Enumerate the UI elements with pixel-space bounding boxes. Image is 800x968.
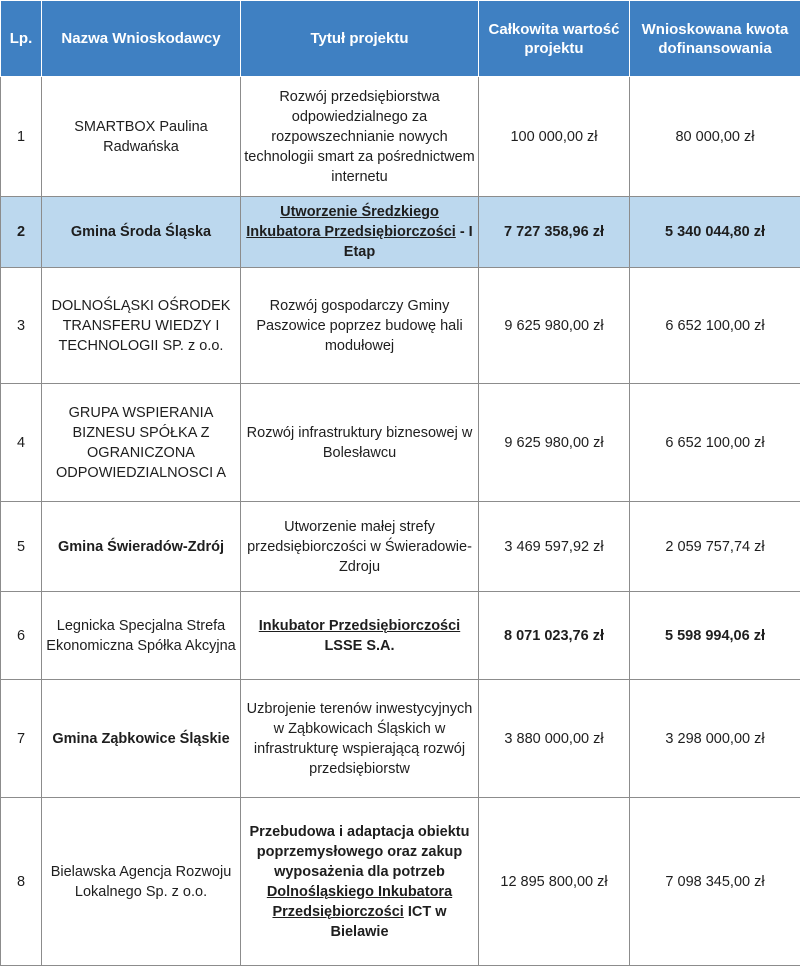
cell-lp: 7	[1, 680, 42, 798]
table-row	[1, 592, 800, 680]
cell-applicant: Gmina Środa Śląska	[42, 197, 241, 268]
cell-project-title	[241, 502, 479, 592]
header-requested-amount: Wnioskowana kwota dofinansowania	[630, 1, 800, 77]
cell-lp: 3	[1, 268, 42, 384]
header-total-value: Całkowita wartość projektu	[479, 1, 630, 77]
title-part-underlined: Utworzenie Średzkiego Inkubatora Przedsiębiorczości	[246, 204, 456, 240]
cell-requested-amount: 80 000,00 zł	[630, 77, 800, 197]
cell-total-value: 12 895 800,00 zł	[479, 798, 630, 966]
title-part: Uzbrojenie terenów inwestycyjnych w Ząbkowicach Śląskich w infrastrukturę wspierającą rozwój przedsiębiorstw	[246, 700, 473, 777]
header-lp: Lp.	[1, 1, 42, 77]
title-part: LSSE S.A.	[324, 637, 395, 654]
cell-applicant: GRUPA WSPIERANIA BIZNESU SPÓŁKA Z OGRANICZONA ODPOWIEDZIALNOSCI A	[42, 384, 241, 502]
cell-applicant: Gmina Świeradów-Zdrój	[42, 502, 241, 592]
title-part: - I Etap	[343, 224, 473, 260]
cell-project-title	[241, 798, 479, 966]
cell-total-value: 3 469 597,92 zł	[479, 502, 630, 592]
cell-requested-amount: 5 340 044,80 zł	[630, 197, 800, 268]
title-part: Rozwój przedsiębiorstwa odpowiedzialnego za rozpowszechnianie nowych technologii smart za pośrednictwem internetu	[244, 88, 475, 185]
cell-total-value: 9 625 980,00 zł	[479, 268, 630, 384]
cell-lp: 4	[1, 384, 42, 502]
cell-project-title	[241, 268, 479, 384]
header-row	[1, 1, 800, 77]
title-part: Przebudowa i adaptacja obiektu poprzemysłowego oraz zakup wyposażenia dla potrzeb	[249, 823, 470, 880]
cell-project-title	[241, 197, 479, 268]
table-row	[1, 384, 800, 502]
cell-total-value: 9 625 980,00 zł	[479, 384, 630, 502]
cell-applicant: SMARTBOX Paulina Radwańska	[42, 77, 241, 197]
cell-project-title	[241, 592, 479, 680]
table-row	[1, 680, 800, 798]
cell-applicant: DOLNOŚLĄSKI OŚRODEK TRANSFERU WIEDZY I TECHNOLOGII SP. z o.o.	[42, 268, 241, 384]
cell-project-title	[241, 680, 479, 798]
cell-applicant: Gmina Ząbkowice Śląskie	[42, 680, 241, 798]
cell-total-value: 7 727 358,96 zł	[479, 197, 630, 268]
cell-lp: 8	[1, 798, 42, 966]
cell-lp: 1	[1, 77, 42, 197]
cell-lp: 2	[1, 197, 42, 268]
cell-applicant: Legnicka Specjalna Strefa Ekonomiczna Spółka Akcyjna	[42, 592, 241, 680]
cell-total-value: 3 880 000,00 zł	[479, 680, 630, 798]
cell-total-value: 8 071 023,76 zł	[479, 592, 630, 680]
title-part: Utworzenie małej strefy przedsiębiorczości w Świeradowie-Zdroju	[247, 518, 472, 575]
table-row	[1, 77, 800, 197]
table-row	[1, 268, 800, 384]
cell-requested-amount: 3 298 000,00 zł	[630, 680, 800, 798]
cell-project-title	[241, 384, 479, 502]
title-part: Rozwój infrastruktury biznesowej w Bolesławcu	[246, 424, 473, 461]
cell-requested-amount: 6 652 100,00 zł	[630, 268, 800, 384]
table-row	[1, 502, 800, 592]
table-row	[1, 798, 800, 966]
cell-applicant: Bielawska Agencja Rozwoju Lokalnego Sp. z o.o.	[42, 798, 241, 966]
title-part-underlined: Dolnośląskiego Inkubatora Przedsiębiorczości	[266, 883, 453, 920]
title-part: ICT w Bielawie	[330, 903, 447, 940]
cell-requested-amount: 7 098 345,00 zł	[630, 798, 800, 966]
cell-lp: 5	[1, 502, 42, 592]
cell-requested-amount: 2 059 757,74 zł	[630, 502, 800, 592]
header-applicant: Nazwa Wnioskodawcy	[42, 1, 241, 77]
table-row-highlighted	[1, 197, 800, 268]
title-part: Rozwój gospodarczy Gminy Paszowice poprzez budowę hali modułowej	[256, 297, 463, 354]
cell-project-title	[241, 77, 479, 197]
cell-total-value: 100 000,00 zł	[479, 77, 630, 197]
header-project-title: Tytuł projektu	[241, 1, 479, 77]
cell-requested-amount: 5 598 994,06 zł	[630, 592, 800, 680]
title-part-underlined: Inkubator Przedsiębiorczości	[258, 617, 461, 634]
cell-lp: 6	[1, 592, 42, 680]
cell-requested-amount: 6 652 100,00 zł	[630, 384, 800, 502]
